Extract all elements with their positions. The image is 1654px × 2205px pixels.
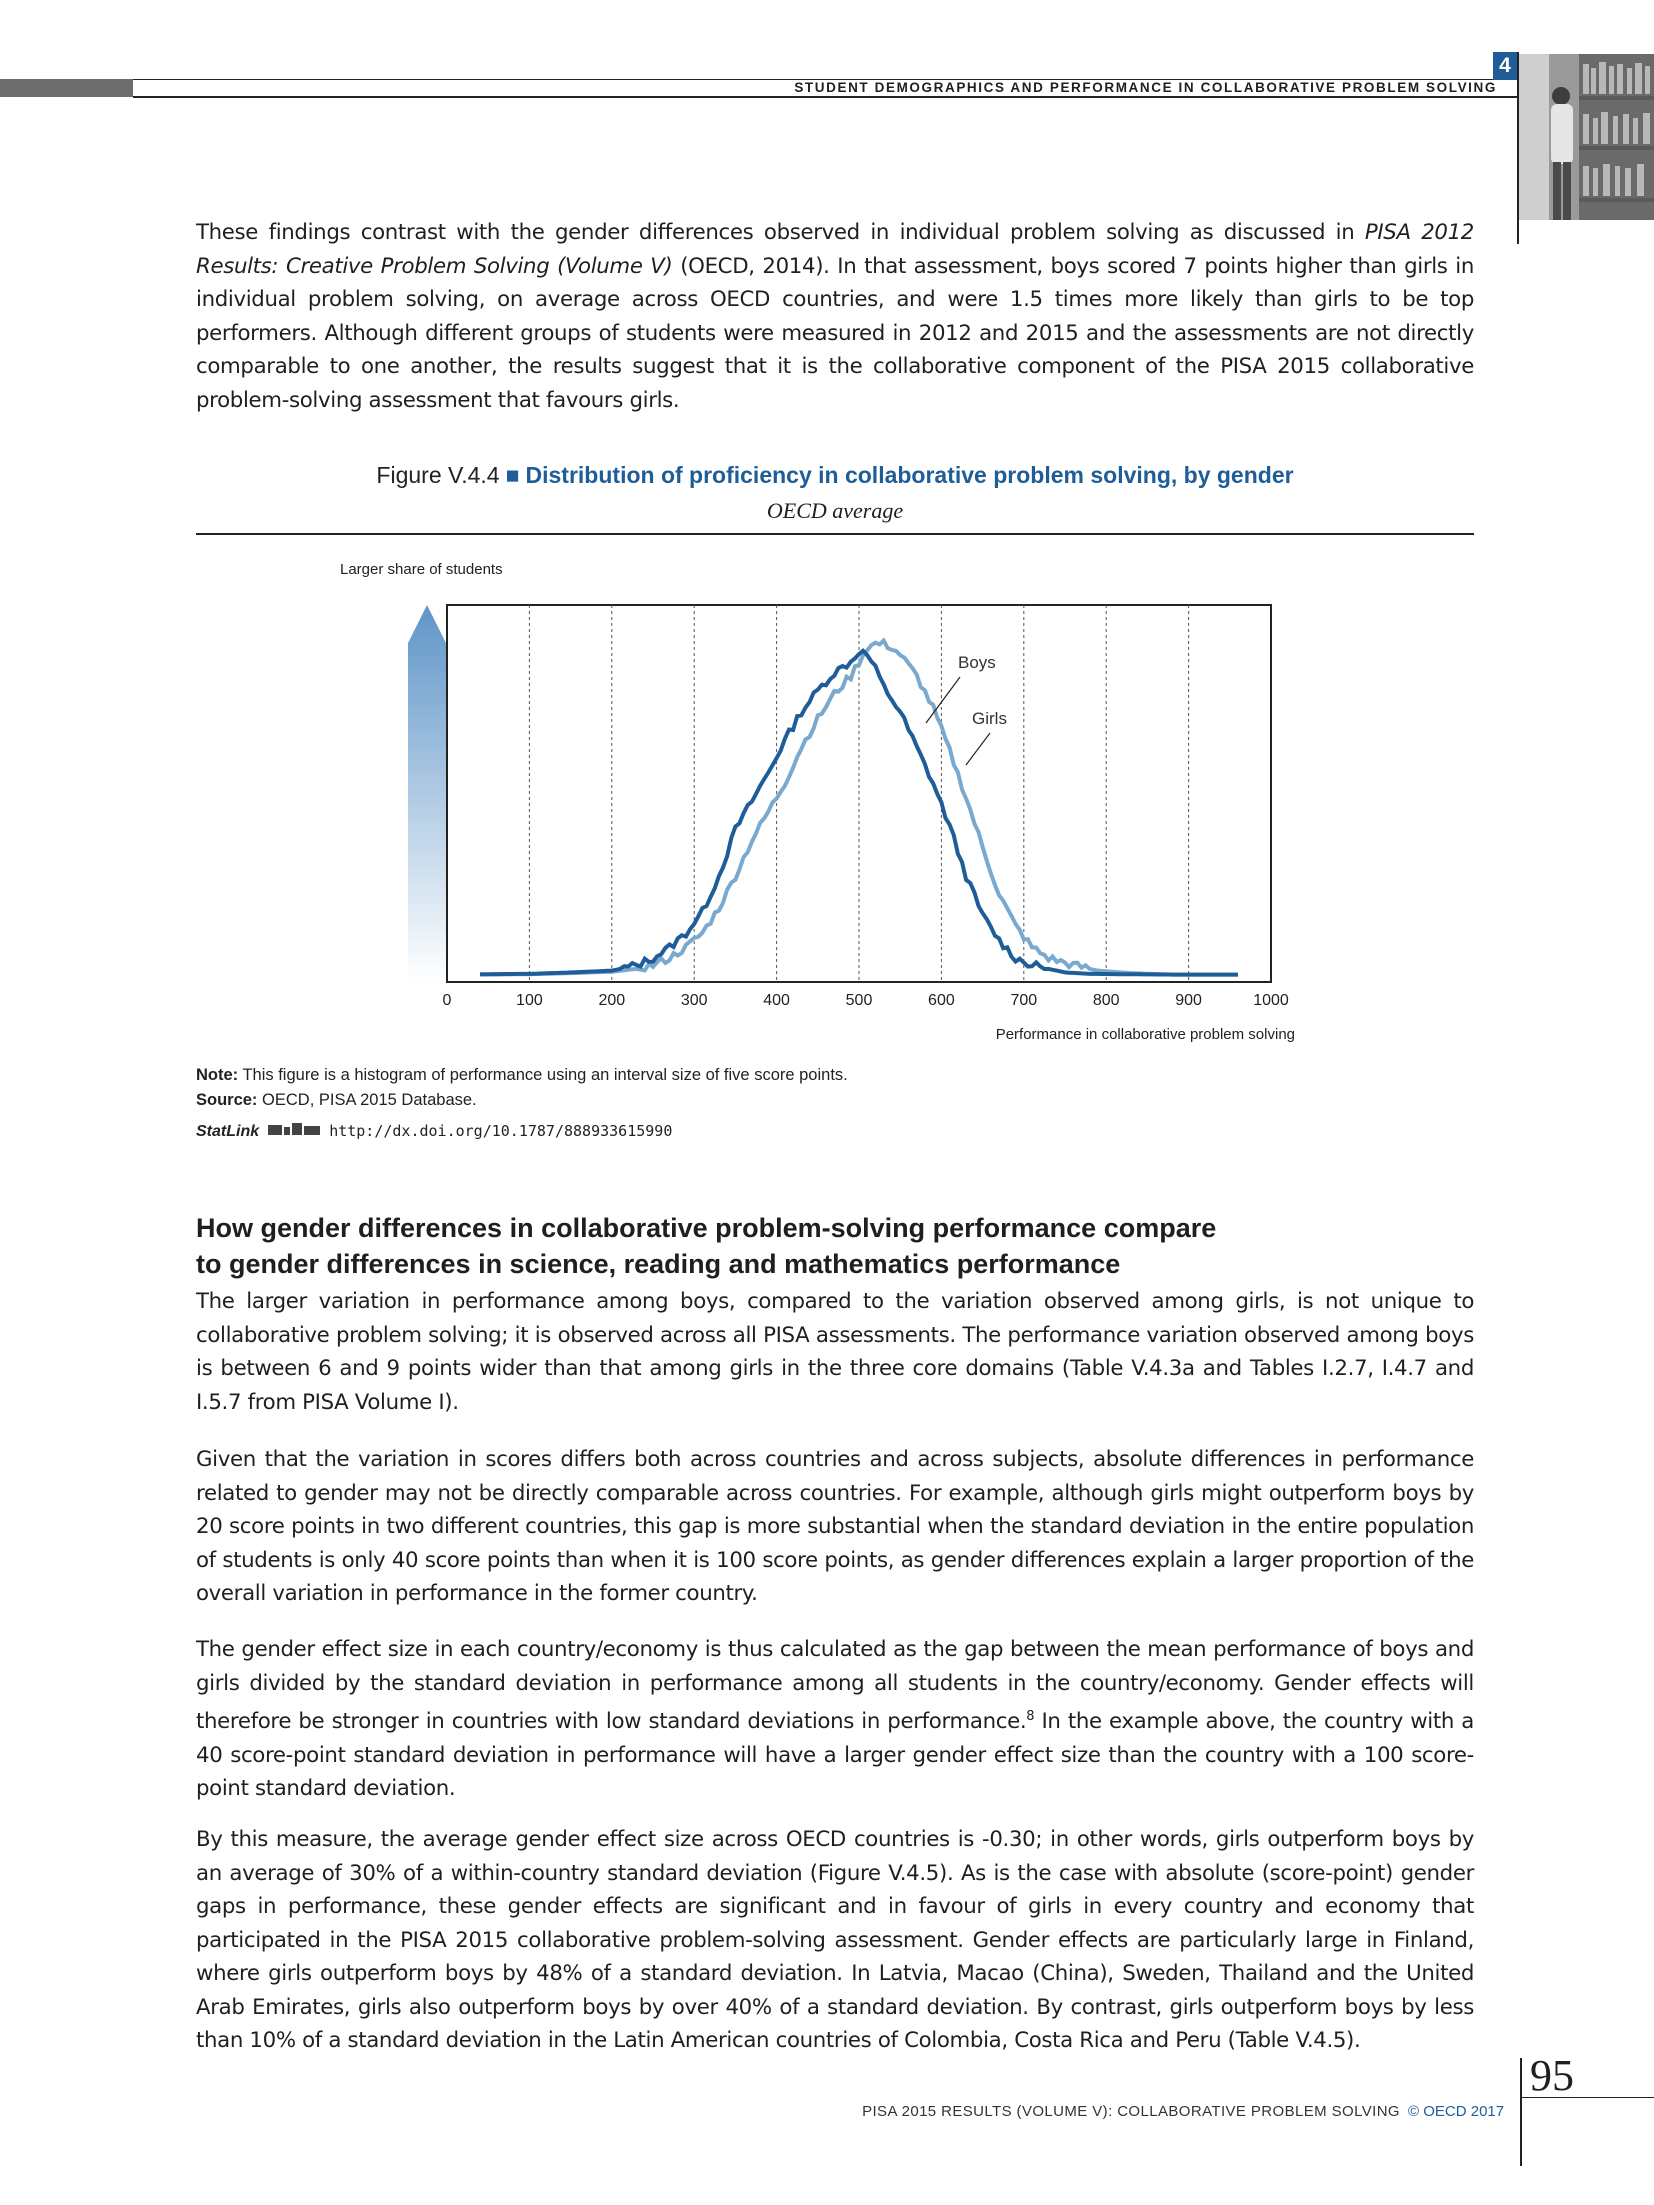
bullet-square-icon: ■ (505, 462, 520, 488)
figure-rule (196, 533, 1474, 535)
x-tick-label: 900 (1175, 992, 1202, 1009)
intro-text-end: (OECD, 2014). In that assessment, boys scored 7 points higher than girls in individual problem solving, on average across OECD countries, and were 1.5 times more likely than girls to be top performers. Although different groups of students were measured in 2012 and 2015 and the assessments are not directly comparable to one another, the results suggest that it is the collaborative component of the PISA 2015 collaborative problem-solving assessment that favours girls. (196, 253, 1474, 413)
intro-citation: PISA 2012 Results: Creative Problem Solving (Volume V) (196, 220, 1474, 279)
figure-note (196, 1066, 848, 1085)
page-number: 95 (1530, 2051, 1574, 2100)
x-tick-label: 500 (845, 992, 873, 1009)
x-tick-label: 100 (516, 992, 543, 1009)
paragraph-3-start: The gender effect size in each country/economy is thus calculated as the gap between the mean performance of boys and girls divided by the standard deviation in performance among all students in the country/economy. Gender effects will therefore be stronger in countries with low standard deviations in performance. (196, 1637, 1474, 1735)
figure-source (196, 1091, 477, 1110)
x-tick-label: 400 (763, 992, 790, 1009)
x-tick-label: 700 (1010, 992, 1038, 1009)
note-text: This figure is a histogram of performance using an interval size of five score points. (238, 1066, 848, 1084)
section-heading-line2: to gender differences in science, reading and mathematics performance (196, 1249, 1121, 1279)
paragraph-3 (196, 1633, 1474, 1806)
series-boys-line (480, 651, 1238, 975)
y-axis-arrow (408, 605, 446, 982)
paragraph-4: By this measure, the average gender effect size across OECD countries is -0.30; in other words, girls outperform boys by an average of 30% of a within-country standard deviation (Figure V.4.5). As is the case with absolute (score-point) gender gaps in performance, these gender effects are significant and in favour of girls in every country and economy that participated in the PISA 2015 collaborative problem-solving assessment. Gender effects are particularly large in Finland, where girls outperform boys by 48% of a standard deviation. In Latvia, Macao (China), Sweden, Thailand and the United Arab Emirates, girls also outperform boys by over 40% of a standard deviation. By contrast, girls outperform boys by less than 10% of a standard deviation in the Latin American countries of Colombia, Costa Rica and Peru (Table V.4.5). (196, 1827, 1474, 2053)
annotation-boys: Boys (958, 653, 996, 672)
footnote-marker[interactable]: 8 (1026, 1709, 1035, 1724)
x-tick-label: 1000 (1253, 992, 1289, 1009)
statlink-icon (268, 1123, 320, 1137)
annotation-girls: Girls (972, 709, 1007, 728)
paragraph-3-end: In the example above, the country with a 40 score-point standard deviation in performance will have a larger gender effect size than the country with a 100 score-point standard deviation. (196, 1709, 1475, 1802)
footer-copyright: © OECD 2017 (1408, 2103, 1505, 2120)
x-tick-label: 300 (680, 992, 708, 1009)
distribution-chart (0, 540, 1654, 1060)
note-label: Note: (196, 1066, 239, 1084)
figure-label: Figure V.4.4 (376, 462, 500, 488)
x-tick-label: 0 (442, 992, 452, 1009)
intro-text-start: These findings contrast with the gender differences observed in individual problem solving as discussed in (196, 220, 1365, 245)
figure-main-title: Distribution of proficiency in collaborative problem solving, by gender (525, 462, 1294, 488)
paragraph-2: Given that the variation in scores differs both across countries and across subjects, absolute differences in performance related to gender may not be directly comparable across countries. For example, although girls might outperform boys by 20 score points in two different countries, this gap is more substantial when the standard deviation in the entire population of students is only 40 score points than when it is 100 score points, as gender differences explain a larger proportion of the overall variation in performance in the former country. (196, 1447, 1474, 1606)
running-title: STUDENT DEMOGRAPHICS AND PERFORMANCE IN COLLABORATIVE PROBLEM SOLVING (794, 80, 1497, 95)
statlink-label: StatLink (196, 1123, 260, 1140)
intro-paragraph (196, 216, 1474, 417)
x-axis-label: Performance in collaborative problem solving (995, 1026, 1295, 1043)
header-gray-bar (0, 79, 133, 97)
source-text: OECD, PISA 2015 Database. (257, 1091, 477, 1109)
statlink-url[interactable]: http://dx.doi.org/10.1787/888933615990 (329, 1122, 673, 1140)
paragraph-1: The larger variation in performance among boys, compared to the variation observed among girls, is not unique to collaborative problem solving; it is observed across all PISA assessments. The performance variation observed among boys is between 6 and 9 points wider than that among girls in the three core domains (Table V.4.3a and Tables I.2.7, I.4.7 and I.5.7 from PISA Volume I). (196, 1289, 1474, 1415)
figure-title (196, 462, 1474, 489)
statlink (196, 1122, 672, 1141)
x-tick-label: 200 (598, 992, 626, 1009)
section-heading-line1: How gender differences in collaborative problem-solving performance compare (196, 1213, 1217, 1243)
x-tick-label: 600 (928, 992, 955, 1009)
y-axis-label: Larger share of students (340, 561, 503, 578)
footer-publication: PISA 2015 RESULTS (VOLUME V): COLLABORATIVE PROBLEM SOLVING (862, 2103, 1400, 2120)
chapter-number-badge: 4 (1493, 52, 1517, 80)
annotation-boys-pointer (926, 677, 960, 723)
library-photo-illustration (1519, 54, 1654, 220)
x-tick-label: 800 (1092, 992, 1120, 1009)
source-label: Source: (196, 1091, 258, 1109)
figure-subtitle: OECD average (766, 498, 904, 523)
footer-vertical-rule (1520, 2058, 1522, 2166)
library-photo (1519, 54, 1654, 220)
section-heading (196, 1210, 1474, 1282)
annotation-girls-pointer (966, 733, 990, 765)
